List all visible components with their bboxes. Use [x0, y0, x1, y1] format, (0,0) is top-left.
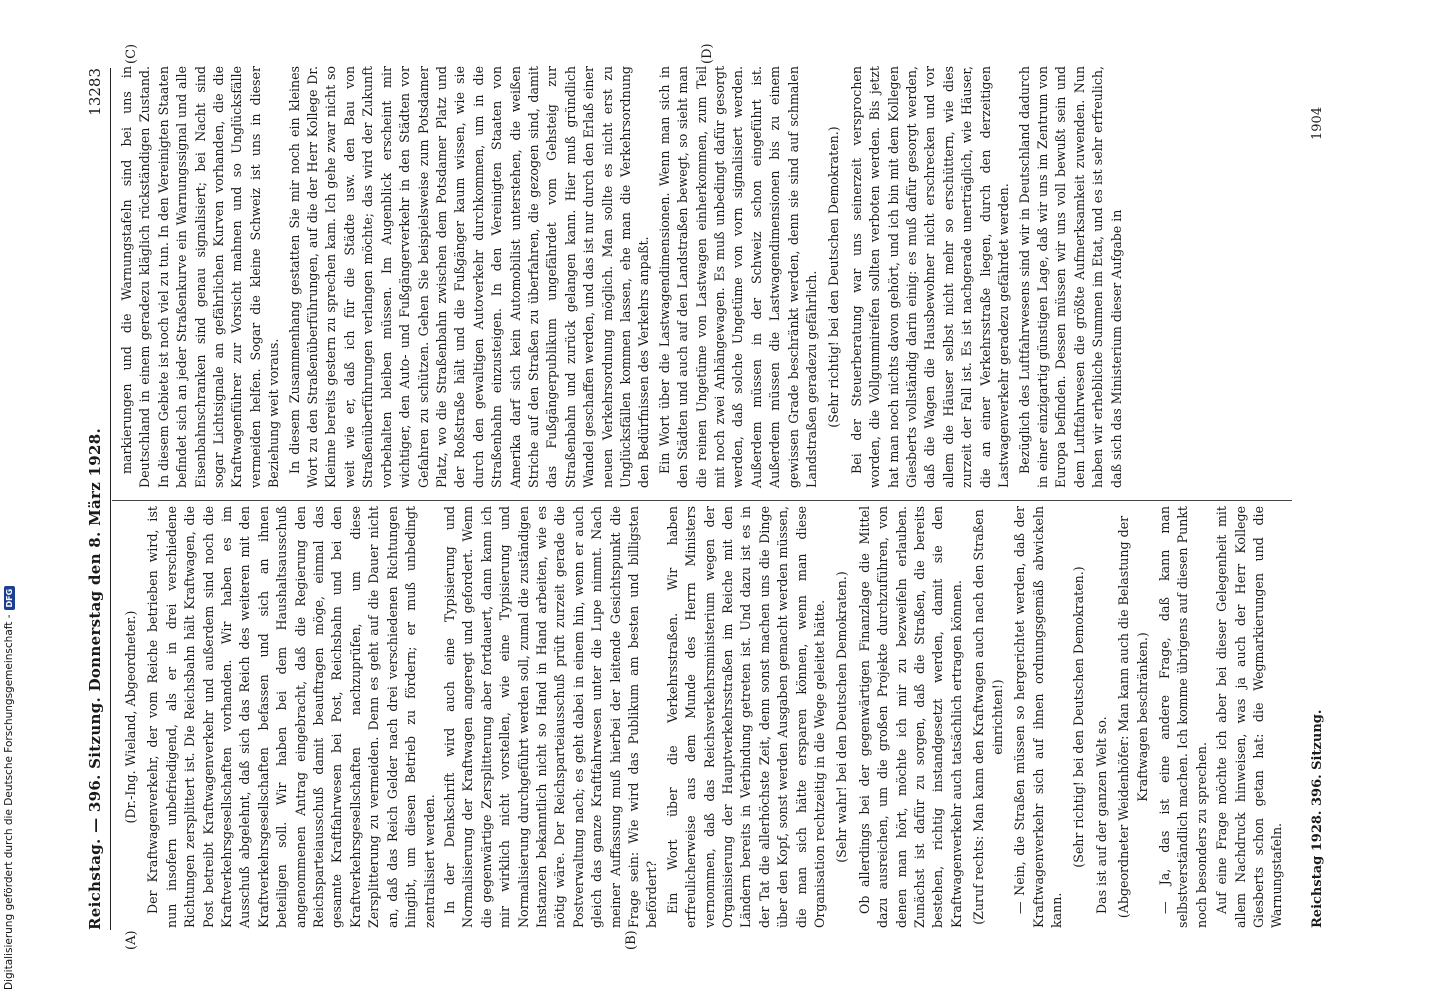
header-title: Reichstag. — 396. Sitzung. Donnerstag den 8. März 1928. — [86, 427, 104, 930]
column-divider — [112, 500, 1292, 501]
paragraph: markierungen und die Warnungstafeln sind bei uns in Deutschland in einem geradezu kläglich rückständigen Zustand. In diesem Gebiete ist noch viel zu tun. In den Vereinigten Staaten befindet sich an jeder Straßenkurve ein Warnungssignal und alle Eisenbahnschranken sind genau signalisiert; bei Nacht sind sogar Lichtsignale an gefährlichen Kurven vorhanden, die die Kraftwagenführer zur Vorsicht mahnen und so Unglücksfälle vermeiden helfen. Sogar die kleine Schweiz ist uns in dieser Beziehung weit voraus. — [119, 66, 282, 488]
margin-label-d: (D) — [700, 43, 715, 64]
paragraph: Ein Wort über die Lastwagendimensionen. Wenn man sich in den Städten und auch auf den Landstraßen bewegt, so sieht man die reinen Ungetüme von Lastwagen einherkommen, zum Teil mit noch zwei Anhängewagen. Es muß unbedingt dafür gesorgt werden, daß solche Ungetüme von vorn signalisiert werden. Außerdem müssen in der Schweiz schon eingeführt ist. Außerdem müssen die Lastwagendimensionen bis zu einem gewissen Grade beschränkt werden, denn sie sind auf schmalen Landstraßen geradezu gefährlich. — [656, 66, 820, 488]
margin-label-a: (A) — [124, 930, 139, 950]
interjection: (Zuruf rechts: Man kann den Kraftwagen auch nach den Straßen einrichten!) — [971, 509, 1005, 925]
margin-label-c: (C) — [124, 43, 139, 64]
paragraph: — Ja, das ist eine andere Frage, daß kann man selbstverständlich machen. Ich komme übrigens auf diesen Punkt noch besonders zu sprechen. — [1156, 506, 1209, 928]
interjection: (Sehr richtig! bei den Deutschen Demokraten.) — [1071, 566, 1087, 868]
paragraph: Der Kraftwagenverkehr, der vom Reiche betrieben wird, ist nun insofern unbefriedigend, als er in drei verschiedene Richtungen zersplittert ist. Die Reichsbahn hält Kraftwagen, die Post betreibt Kraftwagenverkehr und außerdem sind noch die Kraftverkehrsgesellschaften vorhanden. Wir haben es im Ausschuß abgelehnt, daß sich das Reich des weiteren mit den Kraftverkehrsgesellschaften befassen und sich an ihnen beteiligen soll. Wir haben bei dem Haushaltsausschuß angenommenen Antrag eingebracht, daß die Regierung den Reichsparteiausschuß damit beauftragen möge, einmal das gesamte Kraftfahrwesen bei Post, Reichsbahn und bei den Kraftverkehrsgesellschaften nachzuprüfen, um diese Zersplitterung zu vermeiden. Denn es geht auf die Dauer nicht an, daß das Reich Gelder nach drei verschiedenen Richtungen hingibt, um diesen Betrieb zu fördern; er muß unbedingt zentralisiert werden. — [145, 506, 437, 928]
right-column — [118, 66, 1128, 488]
footer-session: Reichstag 1928. 396. Sitzung. — [1310, 709, 1325, 928]
paragraph: Ein Wort über die Verkehrsstraßen. Wir haben erfreulicherweise aus dem Munde des Herrn Ministers vernommen, daß das Reichsverkehrsministerium wegen der Organisierung der Hauptverkehrsstraßen im Reiche mit den Ländern bereits in Verbindung getreten ist. Und dazu ist es in der Tat die allerhöchste Zeit, denn sonst machen uns die Dinge über den Kopf, sonst werden Ausgaben gemacht werden müssen, die man sich hätte ersparen können, wenn man diese Organisation rechtzeitig in die Wege geleitet hätte. — [664, 506, 828, 928]
paragraph: Ob allerdings bei der gegenwärtigen Finanzlage die Mittel dazu ausreichen, um die großen Projekte durchzuführen, von denen man hört, möchte ich mir zu bezweifeln erlauben. Zunächst ist dafür zu sorgen, daß die Straßen, die bereits bestehen, richtig instandgesetzt werden, damit sie den Kraftwagenverkehr auch tatsächlich ertragen können. — [856, 506, 964, 928]
paragraph: Das ist auf der ganzen Welt so. — [1093, 716, 1109, 914]
interjection: (Sehr richtig! bei den Deutschen Demokraten.) — [826, 126, 842, 428]
side-credit — [3, 586, 15, 990]
credit-text: Digitalisierung gefördert durch die Deutsche Forschungsgemeinschaft - — [3, 614, 15, 990]
page-header — [86, 68, 108, 930]
paragraph: Bezüglich des Luftfahrwesens sind wir in Deutschland dadurch in einer einzigartig günstigen Lage, daß wir uns im Zentrum von Europa befinden. Dessen müssen wir uns voll bewußt sein und dem Luftfahrwesen die größte Aufmerksamkeit zuwenden. Nun haben wir erhebliche Summen im Etat, und es ist sehr erfreulich, daß sich das Ministerium dieser Aufgabe in — [1016, 66, 1124, 488]
page-number: 13283 — [86, 68, 104, 116]
paragraph: — Nein, die Straßen müssen so hergerichtet werden, daß der Kraftwagenverkehr sich auf ihnen ordnungsgemäß abwickeln kann. — [1012, 506, 1064, 928]
dfg-logo-icon: DFG — [4, 586, 15, 611]
interjection: (Sehr wahr! bei den Deutschen Demokraten.) — [834, 571, 850, 863]
paragraph: Auf eine Frage möchte ich aber bei dieser Gelegenheit mit allem Nachdruck hinweisen, was ja auch der Herr Kollege Giesberts schon getan hat: die Wegmarkierungen und die Warnungstafeln. — [1214, 506, 1285, 928]
speaker-line: (Dr.-Ing. Wieland, Abgeordneter.) — [123, 610, 138, 824]
paragraph: In diesem Zusammenhang gestatten Sie mir noch ein kleines Wort zu den Straßenüberführungen, auf die der Herr Kollege Dr. Kleinne bereits gestern zu sprechen kam. Ich gehe zwar nicht so weit wie er, daß ich für die Städte usw. den Bau von Straßenüberführungen verlangen möchte; das wird der Zukunft vorbehalten bleiben müssen. Im Augenblick erscheint mir wichtiger, den Auto- und Fußgängerverkehr in den Städten vor Gefahren zu schützen. Gehen Sie beispielsweise zum Potsdamer Platz, wo die Straßenbahn zwischen dem Potsdamer Platz und der Roßstraße hält und die Fußgänger kaum wissen, wie sie durch den gewaltigen Autoverkehr durchkommen, um in die Straßenbahn einzusteigen. In den Vereinigten Staaten von Amerika darf sich kein Automobilist unterstehen, die weißen Striche auf den Straßen zu überfahren, die gezogen sind, damit das Fußgängerpublikum ungefährdet vom Gehsteig zur Straßenbahn und zurück gelangen kann. Hier muß gründlich Wandel geschaffen werden, und das ist nur durch den Erlaß einer neuen Verkehrsordnung möglich. Man sollte es nicht erst zu Unglücksfällen kommen lassen, ehe man die Verkehrsordnung den Bedürfnissen des Verkehrs anpaßt. — [286, 66, 652, 488]
header-rule — [110, 68, 111, 930]
left-column — [118, 506, 1289, 928]
paragraph: Bei der Steuerberatung war uns seinerzeit versprochen worden, die Vollgummireifen sollten verboten werden. Bis jetzt hat man noch nichts davon gehört, und ich bin mit dem Kollegen Giesberts vollständig darin einig: es muß dafür gesorgt werden, daß die Wagen die Hausbewohner nicht erschrecken und vor allem die Häuser selbst nicht mehr so erschüttern, wie dies zurzeit der Fall ist. Es ist nachgerade unerträglich, wie Häuser, die an einer Verkehrsstraße liegen, durch den derzeitigen Lastwagenverkehr geradezu gefährdet werden. — [848, 66, 1012, 488]
margin-label-b: (B) — [624, 930, 639, 950]
footer-page-number: 1904 — [1310, 106, 1325, 140]
paragraph: In der Denkschrift wird auch eine Typisierung und Normalisierung der Kraftwagen angeregt und gefordert. Wenn die gegenwärtige Zersplitterung aber fortdauert, dann kann ich mir wirklich nicht vorstellen, wie eine Typisierung und Normalisierung durchgeführt werden soll, zumal die zuständigen Instanzen bekanntlich nicht so Hand in Hand arbeiten, wie es nötig wäre. Der Reichsparteiausschuß prüft zurzeit gerade die Postverwaltung nach; es geht dabei in einem hin, wenn er auch gleich das ganze Kraftfahrwesen unter die Lupe nimmt. Nach meiner Auffassung muß hierbei der leitende Gesichtspunkt die Frage sein: Wie wird das Publikum am besten und billigsten befördert? — [441, 506, 660, 928]
interjection: (Abgeordneter Weidenhöfer: Man kann auch die Belastung der Kraftwagen beschränken.) — [1116, 515, 1150, 919]
side-credit-strip — [0, 0, 18, 1000]
